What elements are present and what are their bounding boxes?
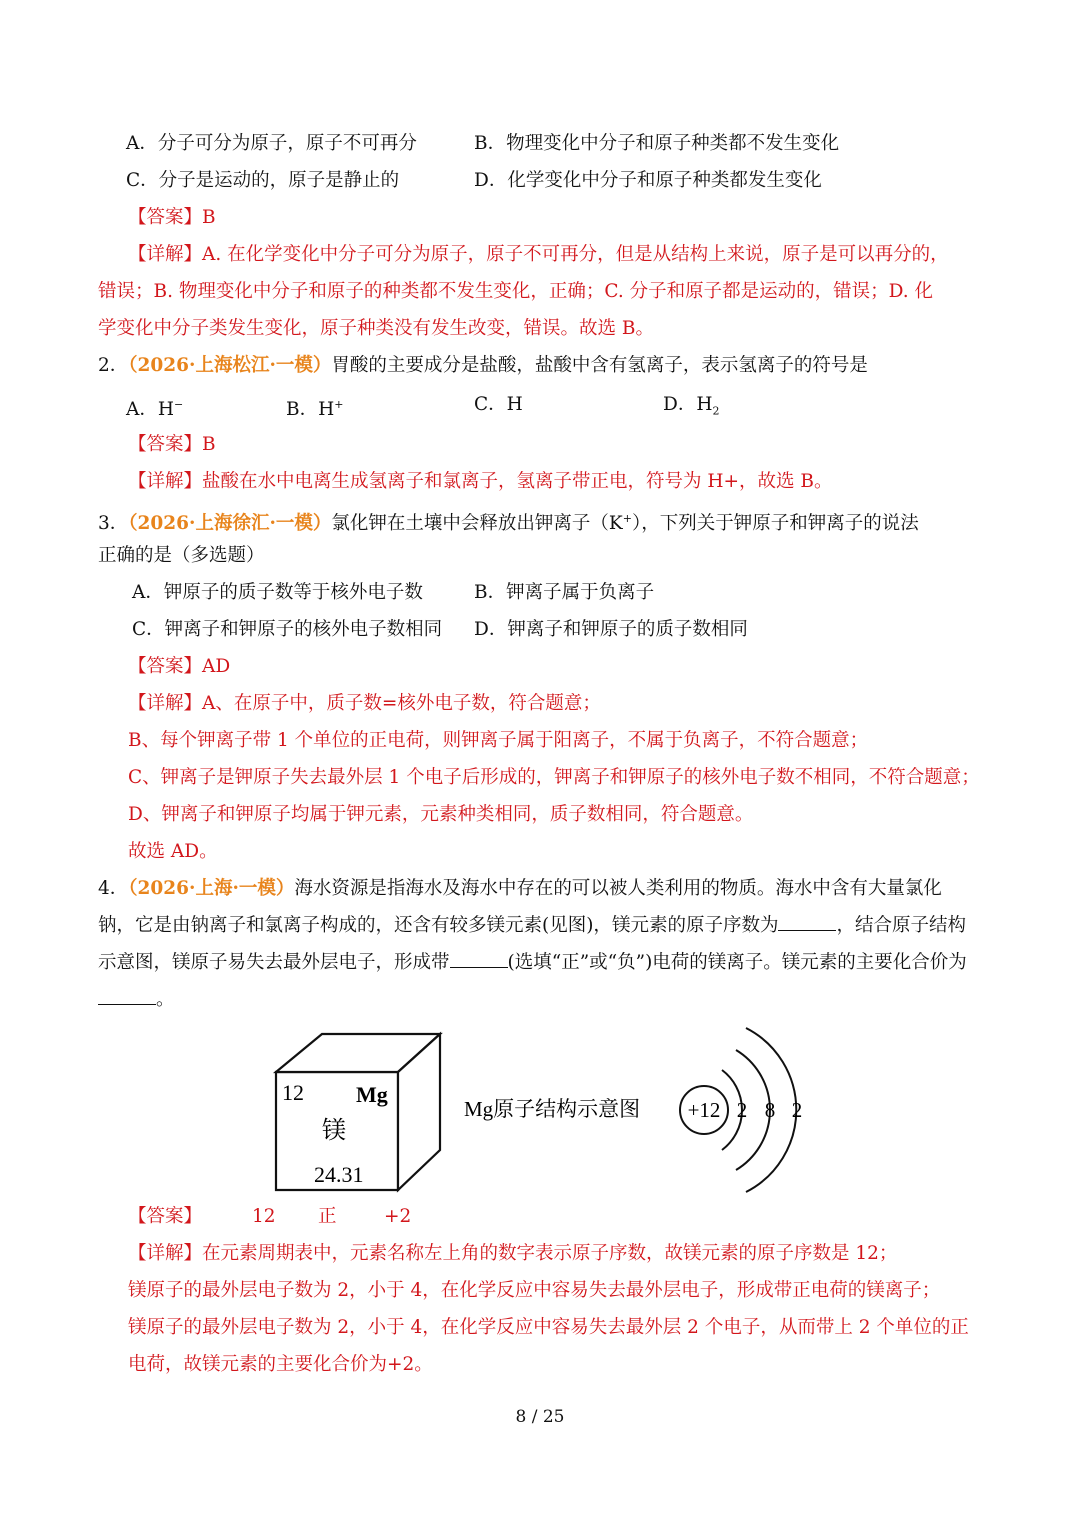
q1-option-c: C．分子是运动的，原子是静止的 xyxy=(126,170,400,191)
q4-explain-line1: 【详解】在元素周期表中，元素名称左上角的数字表示原子序数，故镁元素的原子序数是 12； xyxy=(128,1243,898,1264)
q3-explain-line4: D、钾离子和钾原子均属于钾元素，元素种类相同，质子数相同，符合题意。 xyxy=(128,804,754,825)
page-number: 8 / 25 xyxy=(515,1407,565,1427)
element-name: 镁 xyxy=(322,1118,346,1144)
q4-explain-line4: 电荷，故镁元素的主要化合价为+2。 xyxy=(128,1354,433,1375)
q2-option-d-sub: 2 xyxy=(712,404,720,418)
q1-options-row1 xyxy=(126,125,986,162)
q4-explain-line2: 镁原子的最外层电子数为 2，小于 4，在化学反应中容易失去最外层电子，形成带正电荷的镁离子； xyxy=(128,1280,941,1301)
q1-options-row2 xyxy=(126,162,986,199)
q4-stem-line1 xyxy=(98,870,998,907)
q2-option-b-text: B．H xyxy=(286,399,335,421)
q3-explain-line5: 故选 AD。 xyxy=(128,841,218,862)
q1-explain-line3: 学变化中分子类发生变化，原子种类没有发生改变，错误。故选 B。 xyxy=(98,318,654,339)
q3-stem-text-b: ），下列关于钾原子和钾离子的说法 xyxy=(631,513,919,535)
q2-option-a-sup: − xyxy=(174,398,184,411)
q4-answer-1: 12 xyxy=(252,1206,276,1227)
q4-stem-text2b: ，结合原子结构 xyxy=(836,915,966,936)
q1-option-d: D．化学变化中分子和原子种类都发生变化 xyxy=(474,170,822,191)
q3-stem-sup: + xyxy=(622,512,632,525)
q4-blank-3[interactable] xyxy=(98,988,156,1005)
shell-electrons-3: 2 xyxy=(791,1098,803,1122)
q3-explain-line2: B、每个钾离子带 1 个单位的正电荷，则钾离子属于阳离子，不属于负离子，不符合题意； xyxy=(128,730,869,751)
q1-option-b: B．物理变化中分子和原子种类都不发生变化 xyxy=(474,133,840,154)
q3-explain-line1: 【详解】A、在原子中，质子数=核外电子数，符合题意； xyxy=(128,693,601,714)
q3-options-row2 xyxy=(132,611,992,648)
shell-electrons-2: 8 xyxy=(764,1098,776,1122)
q2-option-a xyxy=(126,386,183,428)
q3-number: 3． xyxy=(98,513,129,535)
q3-option-c: C．钾离子和钾原子的核外电子数相同 xyxy=(132,619,443,640)
q4-blank-1[interactable] xyxy=(778,914,836,931)
shell-electrons-1: 2 xyxy=(736,1098,748,1122)
q2-options xyxy=(126,386,986,423)
q4-answer-3: +2 xyxy=(384,1206,412,1227)
q3-source-tag: （2026·上海徐汇·一模） xyxy=(128,513,332,535)
element-atomic-number: 12 xyxy=(282,1080,304,1105)
q4-stem-text3a: 示意图，镁原子易失去最外层电子，形成带 xyxy=(98,952,450,973)
q2-option-c: C．H xyxy=(474,394,523,415)
q4-answer-label: 【答案】 xyxy=(128,1206,203,1227)
q4-stem-text2a: 钠，它是由钠离子和氯离子构成的，还含有较多镁元素(见图)，镁元素的原子序数为 xyxy=(98,915,779,936)
q4-stem-line4 xyxy=(98,981,998,1018)
q2-option-d xyxy=(663,386,719,430)
nucleus-charge: +12 xyxy=(687,1098,721,1122)
q4-figure xyxy=(260,1020,820,1200)
q2-stem-text: 胃酸的主要成分是盐酸，盐酸中含有氢离子，表示氢离子的符号是 xyxy=(331,355,868,376)
q2-option-a-text: A．H xyxy=(126,399,174,421)
q3-option-b: B．钾离子属于负离子 xyxy=(474,582,655,603)
q2-option-b xyxy=(286,386,343,428)
q2-explain: 【详解】盐酸在水中电离生成氢离子和氯离子，氢离子带正电，符号为 H+，故选 B。 xyxy=(128,471,833,492)
q1-explain-line2: 错误；B. 物理变化中分子和原子的种类都不发生变化，正确；C. 分子和原子都是运动的，错误；D. 化 xyxy=(98,281,934,302)
q3-stem-text-a: 氯化钾在土壤中会释放出钾离子（K xyxy=(331,513,623,535)
q1-explain-line1: 【详解】A. 在化学变化中分子可分为原子，原子不可再分，但是从结构上来说，原子是可以再分的， xyxy=(128,244,949,265)
q4-stem-text3b: (选填“正”或“负”)电荷的镁离子。镁元素的主要化合价为 xyxy=(507,952,967,973)
q4-answer-2: 正 xyxy=(318,1206,337,1227)
q3-stem-line2: 正确的是（多选题） xyxy=(98,545,265,566)
q4-stem-line3 xyxy=(98,944,998,981)
element-symbol: Mg xyxy=(356,1082,388,1107)
q3-explain-line3: C、钾离子是钾原子失去最外层 1 个电子后形成的，钾离子和钾原子的核外电子数不相同，不符合题意； xyxy=(128,767,980,788)
q3-option-d: D．钾离子和钾原子的质子数相同 xyxy=(474,619,748,640)
q1-answer: 【答案】B xyxy=(128,207,216,228)
q4-blank-2[interactable] xyxy=(450,951,508,968)
q2-source-tag: （2026·上海松江·一模） xyxy=(128,355,332,376)
q2-option-d-text: D．H xyxy=(663,394,713,415)
atom-diagram-label: Mg原子结构示意图 xyxy=(464,1097,641,1121)
q2-option-b-sup: + xyxy=(334,398,344,411)
q4-answer xyxy=(128,1198,1028,1235)
q3-options-row1 xyxy=(132,574,992,611)
element-atomic-mass: 24.31 xyxy=(314,1162,364,1187)
q4-stem-text4: 。 xyxy=(156,989,175,1010)
q4-source-tag: （2026·上海·一模） xyxy=(128,878,295,899)
q4-number: 4． xyxy=(98,878,129,899)
q4-explain-line3: 镁原子的最外层电子数为 2，小于 4，在化学反应中容易失去最外层 2 个电子，从而带上 2 个单位的正 xyxy=(128,1317,969,1338)
q3-answer: 【答案】AD xyxy=(128,656,231,677)
q2-number: 2． xyxy=(98,355,129,376)
q3-stem-line1 xyxy=(98,500,998,542)
q4-stem-line2 xyxy=(98,907,998,944)
q2-answer: 【答案】B xyxy=(128,434,216,455)
q2-stem xyxy=(98,347,998,384)
q3-option-a: A．钾原子的质子数等于核外电子数 xyxy=(132,582,423,603)
q1-option-a: A．分子可分为原子，原子不可再分 xyxy=(126,133,417,154)
q4-stem-text1: 海水资源是指海水及海水中存在的可以被人类利用的物质。海水中含有大量氯化 xyxy=(294,878,942,899)
